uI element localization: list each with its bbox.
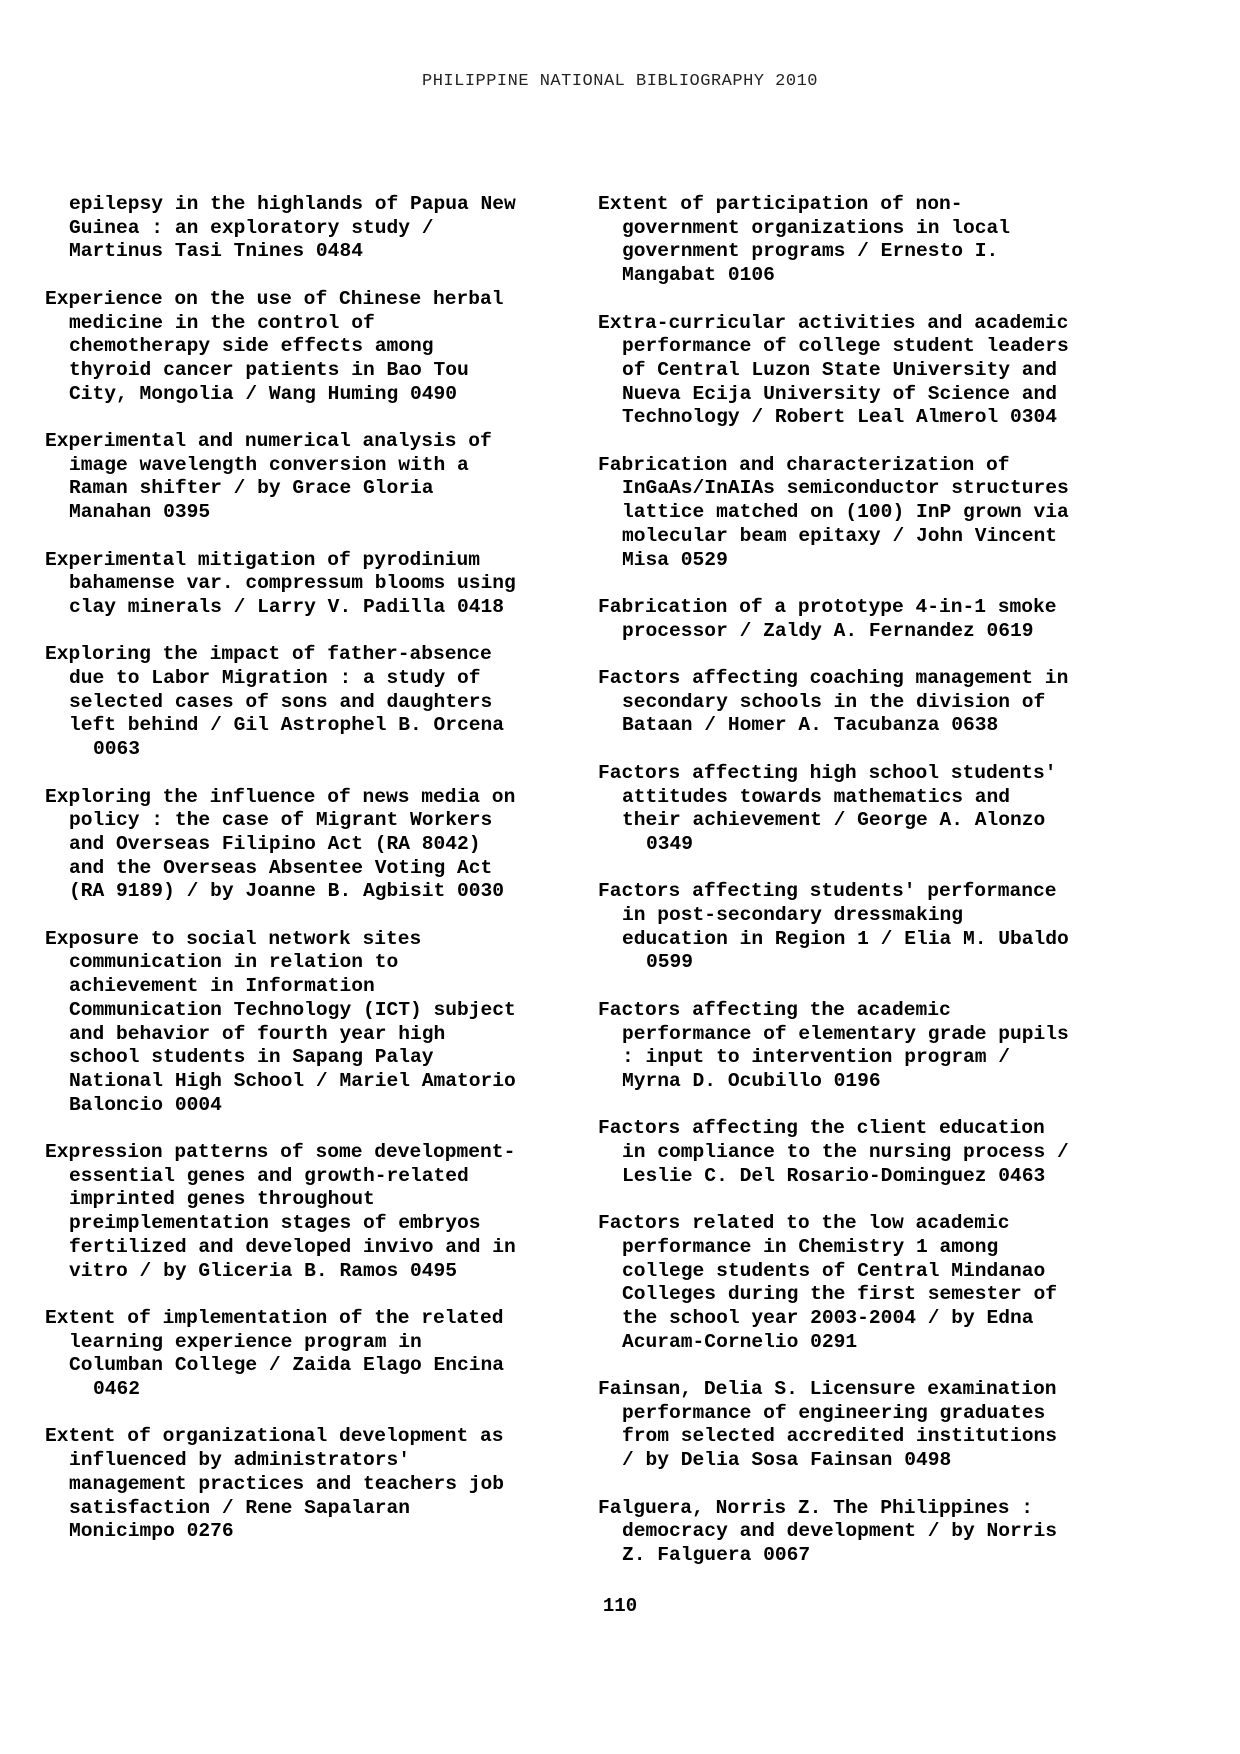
entry-line: policy : the case of Migrant Workers bbox=[69, 809, 493, 832]
bibliography-entry bbox=[598, 454, 1118, 573]
entry-line: satisfaction / Rene Sapalaran bbox=[69, 1496, 410, 1519]
bibliography-entry bbox=[598, 312, 1118, 431]
bibliography-entry bbox=[598, 880, 1118, 975]
entry-line: Experience on the use of Chinese herbal bbox=[45, 287, 504, 310]
entry-line: Bataan / Homer A. Tacubanza 0638 bbox=[622, 714, 999, 737]
bibliography-entry bbox=[598, 999, 1118, 1094]
bibliography-entry bbox=[45, 1141, 565, 1283]
entry-line: learning experience program in bbox=[69, 1330, 422, 1353]
entry-line: 0063 bbox=[93, 738, 141, 761]
entry-line: Experimental and numerical analysis of bbox=[45, 430, 492, 452]
running-header: PHILIPPINE NATIONAL BIBLIOGRAPHY 2010 bbox=[422, 72, 818, 91]
bibliography-entry bbox=[598, 1378, 1118, 1473]
bibliography-entry bbox=[45, 430, 565, 525]
bibliography-entry bbox=[45, 549, 565, 620]
entry-line: imprinted genes throughout bbox=[69, 1188, 375, 1211]
entry-line: Nueva Ecija University of Science and bbox=[622, 382, 1058, 405]
entry-line: Baloncio 0004 bbox=[69, 1093, 222, 1116]
entry-line: selected cases of sons and daughters bbox=[69, 690, 493, 713]
entry-line: communication in relation to bbox=[69, 951, 399, 974]
entry-line: college students of Central Mindanao bbox=[622, 1259, 1046, 1282]
entry-line: in compliance to the nursing process / bbox=[622, 1141, 1069, 1163]
entry-line: preimplementation stages of embryos bbox=[69, 1212, 481, 1235]
entry-line: thyroid cancer patients in Bao Tou bbox=[69, 358, 469, 381]
entry-line: Columban College / Zaida Elago Encina bbox=[69, 1354, 505, 1377]
entry-line: government organizations in local bbox=[622, 216, 1011, 239]
entry-line: Misa 0529 bbox=[622, 548, 728, 571]
entry-line: and behavior of fourth year high bbox=[69, 1022, 446, 1045]
entry-line: 0599 bbox=[646, 951, 694, 974]
entry-line: Guinea : an exploratory study / bbox=[69, 216, 434, 239]
bibliography-entry bbox=[598, 762, 1118, 857]
bibliography-entry bbox=[598, 193, 1118, 288]
entry-line: in post-secondary dressmaking bbox=[622, 904, 963, 926]
entry-line: and Overseas Filipino Act (RA 8042) bbox=[69, 832, 481, 855]
entry-line: vitro / by Gliceria B. Ramos 0495 bbox=[69, 1259, 458, 1282]
entry-line: Factors affecting students' performance bbox=[598, 880, 1057, 903]
entry-line: 0349 bbox=[646, 832, 694, 855]
entry-line: 0462 bbox=[93, 1378, 141, 1401]
entry-line: Extra-curricular activities and academic bbox=[598, 311, 1069, 334]
bibliography-entry bbox=[45, 193, 565, 264]
entry-line: clay minerals / Larry V. Padilla 0418 bbox=[69, 595, 505, 618]
entry-line: Experimental mitigation of pyrodinium bbox=[45, 548, 481, 571]
entry-line: Martinus Tasi Tnines 0484 bbox=[69, 240, 363, 263]
entry-line: education in Region 1 / Elia M. Ubaldo bbox=[622, 927, 1069, 950]
bibliography-entry bbox=[45, 1307, 565, 1402]
entry-line: Exploring the impact of father-absence bbox=[45, 643, 492, 666]
entry-line: Mangabat 0106 bbox=[622, 264, 775, 287]
entry-line: Factors affecting the academic bbox=[598, 998, 951, 1021]
entry-line: secondary schools in the division of bbox=[622, 690, 1046, 713]
entry-line: / by Delia Sosa Fainsan 0498 bbox=[622, 1449, 952, 1472]
entry-line: processor / Zaldy A. Fernandez 0619 bbox=[622, 619, 1034, 642]
entry-line: : input to intervention program / bbox=[622, 1046, 1011, 1069]
entry-line: achievement in Information bbox=[69, 975, 375, 998]
entry-line: essential genes and growth-related bbox=[69, 1164, 469, 1187]
entry-line: Z. Falguera 0067 bbox=[622, 1543, 811, 1566]
entry-line: National High School / Mariel Amatorio bbox=[69, 1069, 516, 1092]
entry-line: from selected accredited institutions bbox=[622, 1425, 1058, 1448]
entry-line: attitudes towards mathematics and bbox=[622, 785, 1011, 808]
entry-line: Exploring the influence of news media on bbox=[45, 785, 516, 808]
entry-line: management practices and teachers job bbox=[69, 1472, 505, 1495]
entry-line: government programs / Ernesto I. bbox=[622, 240, 999, 263]
entry-line: medicine in the control of bbox=[69, 311, 375, 334]
bibliography-entry bbox=[598, 667, 1118, 738]
entry-line: performance of college student leaders bbox=[622, 335, 1069, 358]
entry-line: Factors affecting the client education bbox=[598, 1117, 1045, 1140]
entry-line: Fabrication and characterization of bbox=[598, 453, 1010, 476]
entry-line: lattice matched on (100) InP grown via bbox=[622, 501, 1069, 524]
entry-line: Factors affecting coaching management in bbox=[598, 667, 1069, 689]
entry-line: Factors related to the low academic bbox=[598, 1212, 1010, 1235]
entry-line: performance of engineering graduates bbox=[622, 1401, 1046, 1424]
entry-line: (RA 9189) / by Joanne B. Agbisit 0030 bbox=[69, 880, 505, 903]
entry-line: due to Labor Migration : a study of bbox=[69, 667, 481, 689]
entry-line: image wavelength conversion with a bbox=[69, 453, 469, 476]
bibliography-entry bbox=[45, 1425, 565, 1544]
bibliography-entry bbox=[45, 643, 565, 762]
page-number: 110 bbox=[602, 1595, 638, 1617]
entry-line: Falguera, Norris Z. The Philippines : bbox=[598, 1496, 1034, 1519]
entry-line: Fabrication of a prototype 4-in-1 smoke bbox=[598, 595, 1057, 618]
entry-line: Technology / Robert Leal Almerol 0304 bbox=[622, 406, 1058, 429]
entry-line: and the Overseas Absentee Voting Act bbox=[69, 856, 493, 879]
entry-line: Leslie C. Del Rosario-Dominguez 0463 bbox=[622, 1164, 1046, 1187]
entry-line: left behind / Gil Astrophel B. Orcena bbox=[69, 714, 505, 737]
entry-line: Fainsan, Delia S. Licensure examination bbox=[598, 1378, 1057, 1400]
entry-line: chemotherapy side effects among bbox=[69, 335, 434, 358]
entry-line: Extent of organizational development as bbox=[45, 1425, 504, 1448]
entry-line: epilepsy in the highlands of Papua New bbox=[69, 193, 516, 215]
bibliography-entry bbox=[598, 1117, 1118, 1188]
left-column bbox=[45, 193, 565, 1568]
entry-line: their achievement / George A. Alonzo bbox=[622, 809, 1046, 832]
entry-line: Myrna D. Ocubillo 0196 bbox=[622, 1069, 881, 1092]
entry-line: Extent of participation of non- bbox=[598, 193, 963, 215]
entry-line: bahamense var. compressum blooms using bbox=[69, 572, 516, 595]
entry-line: Manahan 0395 bbox=[69, 501, 211, 524]
entry-line: InGaAs/InAIAs semiconductor structures bbox=[622, 477, 1069, 500]
entry-line: molecular beam epitaxy / John Vincent bbox=[622, 524, 1058, 547]
entry-line: Expression patterns of some development- bbox=[45, 1141, 516, 1164]
entry-line: school students in Sapang Palay bbox=[69, 1046, 434, 1069]
bibliography-entry bbox=[45, 786, 565, 905]
entry-line: of Central Luzon State University and bbox=[622, 358, 1058, 381]
bibliography-entry bbox=[598, 1212, 1118, 1354]
entry-line: Exposure to social network sites bbox=[45, 927, 422, 950]
right-column bbox=[598, 193, 1118, 1591]
entry-line: Colleges during the first semester of bbox=[622, 1283, 1058, 1306]
bibliography-entry bbox=[598, 1497, 1118, 1568]
bibliography-entry bbox=[598, 596, 1118, 643]
entry-line: democracy and development / by Norris bbox=[622, 1520, 1058, 1543]
entry-line: Communication Technology (ICT) subject bbox=[69, 998, 516, 1021]
entry-line: influenced by administrators' bbox=[69, 1449, 410, 1472]
entry-line: City, Mongolia / Wang Huming 0490 bbox=[69, 382, 458, 405]
entry-line: performance of elementary grade pupils bbox=[622, 1022, 1069, 1045]
entry-line: performance in Chemistry 1 among bbox=[622, 1235, 999, 1258]
entry-line: Raman shifter / by Grace Gloria bbox=[69, 477, 434, 500]
entry-line: Monicimpo 0276 bbox=[69, 1520, 234, 1543]
entry-line: the school year 2003-2004 / by Edna bbox=[622, 1306, 1034, 1329]
entry-line: Factors affecting high school students' bbox=[598, 761, 1057, 784]
entry-line: fertilized and developed invivo and in bbox=[69, 1235, 516, 1258]
bibliography-entry bbox=[45, 928, 565, 1118]
entry-line: Extent of implementation of the related bbox=[45, 1306, 504, 1329]
bibliography-entry bbox=[45, 288, 565, 407]
entry-line: Acuram-Cornelio 0291 bbox=[622, 1330, 858, 1353]
